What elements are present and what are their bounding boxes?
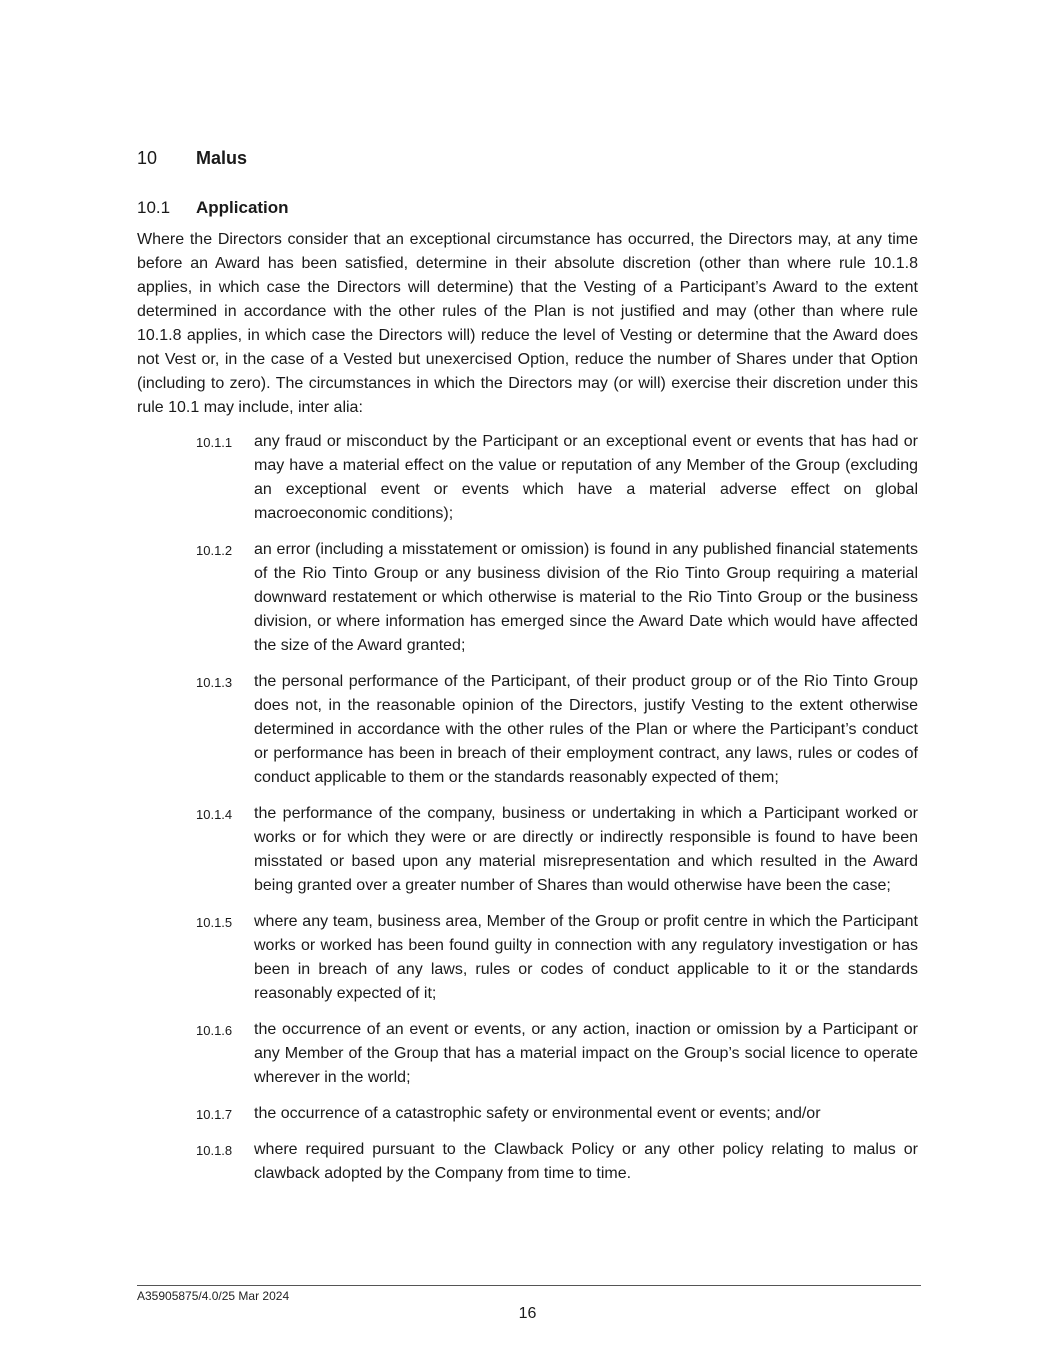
intro-paragraph: Where the Directors consider that an exceptional circumstance has occurred, the Directors may, at any time before an Award has been satisfied, determine in their absolute discretion (other than where rule 10.1.8 applies, in which case the Directors will determine) that the Vesting of a Participant’s Award to the extent determined in accordance with the other rules of the Plan is not justified and may (other than where rule 10.1.8 applies, in which case the Directors will) reduce the level of Vesting or determine that the Award does not Vest or, in the case of a Vested but unexercised Option, reduce the number of Shares under that Option (including to zero). The circumstances in which the Directors may (or will) exercise their discretion under this rule 10.1 may include, inter alia: [137, 231, 918, 416]
item-number: 10.1.7 [196, 1107, 233, 1122]
list-item [196, 802, 918, 898]
subsection-heading [137, 197, 289, 219]
subsection-number: 10.1 [137, 198, 171, 217]
list-item [196, 670, 918, 790]
page-number: 16 [518, 1305, 537, 1322]
list-item [196, 538, 918, 658]
item-text: the performance of the company, business or undertaking in which a Participant worked or works or for which they were or are directly or indirectly responsible is found to have been misstated or based upon any material misrepresentation and which resulted in the Award being granted over a greater number of Shares than would otherwise have been the case; [254, 805, 918, 894]
item-text: an error (including a misstatement or omission) is found in any published financial statements of the Rio Tinto Group or any business division of the Rio Tinto Group requiring a material downward restatement or which otherwise is material to the Rio Tinto Group or the business division, or where information has emerged since the Award Date which would have affected the size of the Award granted; [254, 541, 918, 654]
item-number: 10.1.5 [196, 915, 233, 930]
list-item [196, 1138, 918, 1186]
footer-divider [137, 1285, 921, 1286]
item-text: the occurrence of a catastrophic safety or environmental event or events; and/or [254, 1105, 821, 1122]
item-text: the occurrence of an event or events, or any action, inaction or omission by a Participant or any Member of the Group that has a material impact on the Group’s social licence to operate wherever in the world; [254, 1021, 918, 1086]
list-item [196, 430, 918, 526]
footer-reference: A35905875/4.0/25 Mar 2024 [137, 1289, 290, 1303]
item-number: 10.1.8 [196, 1143, 233, 1158]
item-number: 10.1.2 [196, 543, 233, 558]
subsection-title: Application [196, 198, 289, 217]
section-title: Malus [196, 148, 248, 168]
item-text: where required pursuant to the Clawback Policy or any other policy relating to malus or clawback adopted by the Company from time to time. [254, 1141, 918, 1182]
list-item [196, 1102, 918, 1126]
item-number: 10.1.1 [196, 435, 233, 450]
item-text: where any team, business area, Member of the Group or profit centre in which the Participant works or worked has been found guilty in connection with any regulatory investigation or has been in breach of any laws, rules or codes of conduct applicable to it or the standards reasonably expected of it; [254, 913, 918, 1002]
item-text: any fraud or misconduct by the Participant or an exceptional event or events that has had or may have a material effect on the value or reputation of any Member of the Group (excluding an exceptional event or events which have a material adverse effect on global macroeconomic conditions); [254, 433, 918, 522]
list-item [196, 910, 918, 1006]
list-item [196, 1018, 918, 1090]
item-number: 10.1.3 [196, 675, 233, 690]
item-number: 10.1.6 [196, 1023, 233, 1038]
item-number: 10.1.4 [196, 807, 233, 822]
item-text: the personal performance of the Participant, of their product group or of the Rio Tinto Group does not, in the reasonable opinion of the Directors, justify Vesting to the extent otherwise determined in accordance with the other rules of the Plan or where the Participant’s conduct or performance has been in breach of their employment contract, any laws, rules or codes of conduct applicable to them or the standards reasonably expected of them; [254, 673, 918, 786]
section-heading [137, 147, 247, 169]
rule-list [196, 430, 918, 1198]
section-number: 10 [137, 148, 158, 168]
